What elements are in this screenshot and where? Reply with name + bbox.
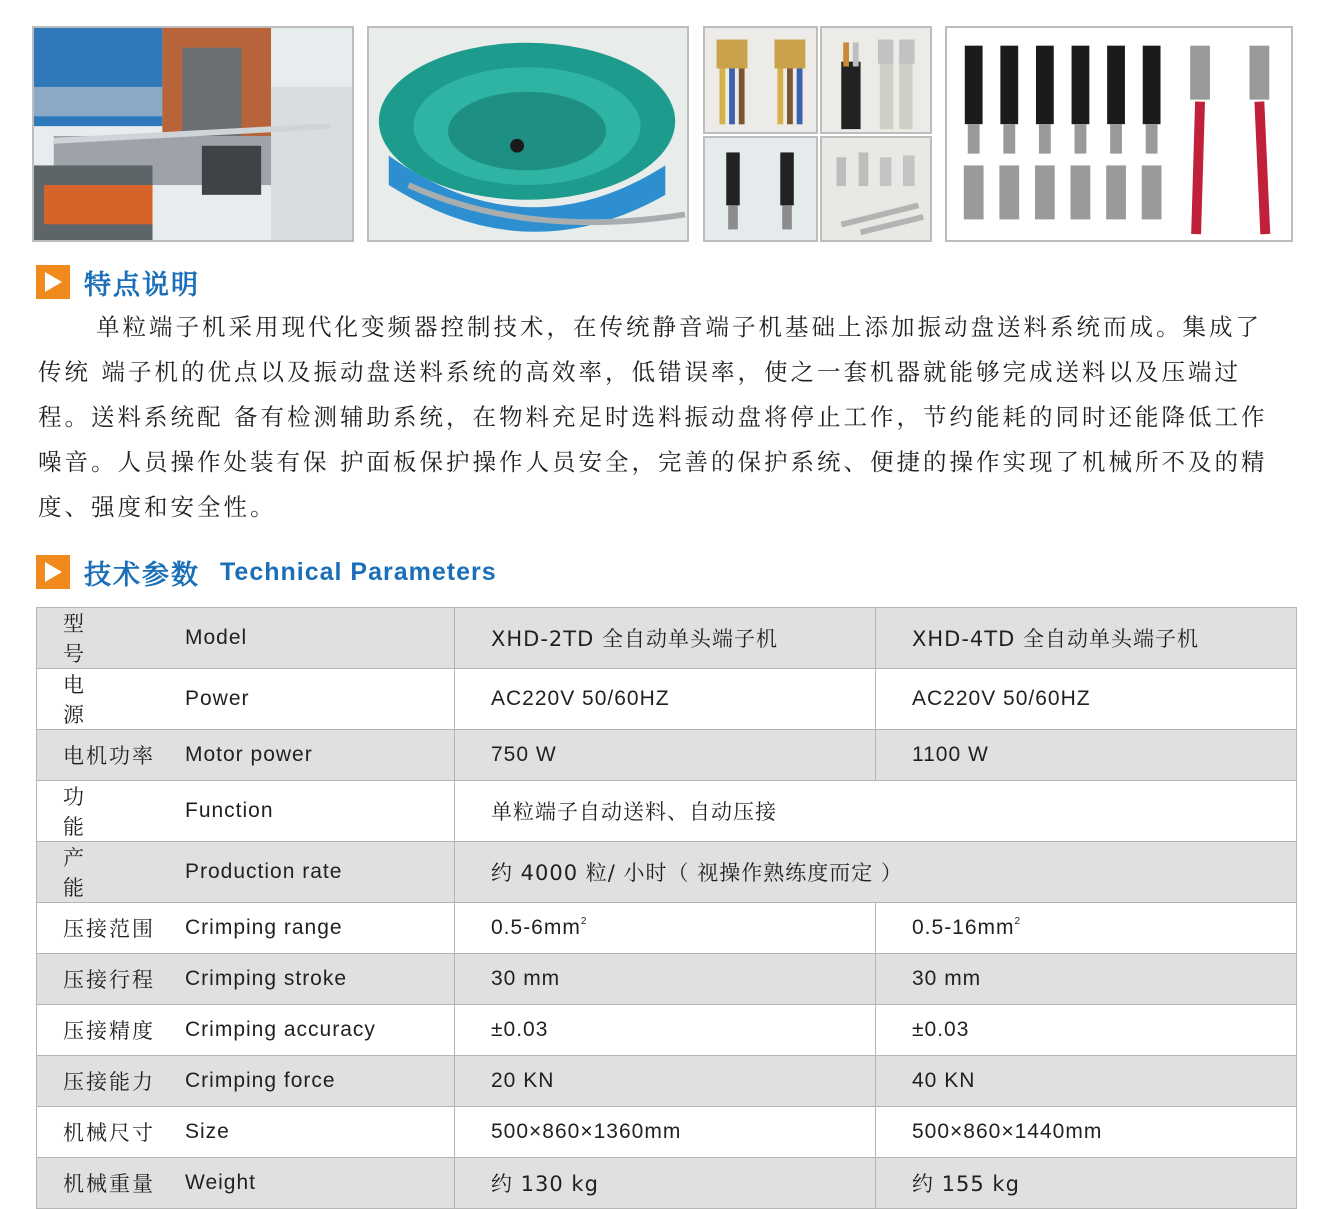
param-name-cn: 产能: [63, 846, 132, 900]
value-cell: 20 KN: [455, 1056, 876, 1107]
value-cell: AC220V 50/60HZ: [455, 669, 876, 730]
value-cell: 1100 W: [876, 730, 1297, 781]
cable-terminals-photo: [820, 26, 932, 134]
value-cell: 30 mm: [455, 954, 876, 1005]
param-name-en: Power: [185, 687, 250, 710]
param-name-en: Function: [185, 799, 274, 822]
technical-parameters-table: [36, 607, 1297, 1209]
param-label-cell: [37, 842, 455, 903]
play-arrow-icon: [36, 555, 70, 589]
play-arrow-icon: [36, 265, 70, 299]
table-row: [37, 954, 1297, 1005]
table-row: [37, 903, 1297, 954]
crimped-wires-photo: [703, 26, 818, 134]
params-title-en: Technical Parameters: [220, 557, 497, 586]
params-title-cn: 技术参数: [84, 559, 200, 591]
param-name-en: Motor power: [185, 743, 313, 766]
param-label-cell: [37, 1056, 455, 1107]
value-cell: XHD-4TD 全自动单头端子机: [876, 608, 1297, 669]
dark-terminals-photo: [703, 136, 818, 242]
value-cell: 约 155 kg: [876, 1158, 1297, 1209]
table-row: [37, 1107, 1297, 1158]
param-name-cn: 电机功率: [63, 744, 155, 768]
param-name-en: Production rate: [185, 860, 343, 883]
param-name-en: Weight: [185, 1171, 256, 1194]
param-name-cn: 压接能力: [63, 1070, 155, 1094]
machine-closeup-photo: [32, 26, 354, 242]
vibration-bowl-photo: [367, 26, 689, 242]
table-row: [37, 730, 1297, 781]
param-label-cell: [37, 781, 455, 842]
table-row: [37, 669, 1297, 730]
param-name-cn: 机械尺寸: [63, 1121, 155, 1145]
param-name-en: Crimping range: [185, 916, 343, 939]
param-label-cell: [37, 669, 455, 730]
param-name-cn: 压接精度: [63, 1019, 155, 1043]
value-cell: 750 W: [455, 730, 876, 781]
param-name-cn: 机械重量: [63, 1172, 155, 1196]
param-name-cn: 电源: [63, 673, 132, 727]
param-label-cell: [37, 608, 455, 669]
param-label-cell: [37, 954, 455, 1005]
features-heading: [36, 264, 200, 300]
loose-terminals-photo: [820, 136, 932, 242]
table-row: [37, 608, 1297, 669]
features-title: 特点说明: [84, 269, 200, 301]
param-name-cn: 型号: [63, 612, 132, 666]
param-name-en: Crimping force: [185, 1069, 336, 1092]
value-cell: $0.5-16mm^2$: [876, 903, 1297, 954]
param-label-cell: [37, 730, 455, 781]
description-text: 单粒端子机采用现代化变频器控制技术，在传统静音端子机基础上添加振动盘送料系统而成。集成了传统 端子机的优点以及振动盘送料系统的高效率，低错误率，使之一套机器就能够完成送料以及压端过程。送料系统配 备有检测辅助系统，在物料充足时选料振动盘将停止工作，节约能耗的同时还能降低工作噪音。人员操作处装有保 护面板保护操作人员安全，完善的保护系统、便捷的操作实现了机械所不及的精度、强度和安全性。: [38, 313, 1268, 521]
value-cell: 40 KN: [876, 1056, 1297, 1107]
value-cell: XHD-2TD 全自动单头端子机: [455, 608, 876, 669]
value-cell: $0.5-6mm^2$: [455, 903, 876, 954]
value-cell: 30 mm: [876, 954, 1297, 1005]
value-cell: 单粒端子自动送料、自动压接: [455, 781, 1297, 842]
terminal-samples-photo: [945, 26, 1293, 242]
features-description: [38, 305, 1288, 530]
param-label-cell: [37, 1005, 455, 1056]
table-row: [37, 1056, 1297, 1107]
param-label-cell: [37, 1158, 455, 1209]
table-row: [37, 1005, 1297, 1056]
param-name-en: Crimping accuracy: [185, 1018, 376, 1041]
param-label-cell: [37, 1107, 455, 1158]
param-label-cell: [37, 903, 455, 954]
value-cell: AC220V 50/60HZ: [876, 669, 1297, 730]
value-cell: 500×860×1360mm: [455, 1107, 876, 1158]
table-row: [37, 842, 1297, 903]
param-name-en: Model: [185, 626, 248, 649]
param-name-en: Size: [185, 1120, 230, 1143]
value-cell: ±0.03: [876, 1005, 1297, 1056]
param-name-cn: 功能: [63, 785, 132, 839]
value-cell: 约 130 kg: [455, 1158, 876, 1209]
param-name-cn: 压接范围: [63, 917, 155, 941]
param-name-cn: 压接行程: [63, 968, 155, 992]
table-row: [37, 1158, 1297, 1209]
value-cell: ±0.03: [455, 1005, 876, 1056]
value-cell: 500×860×1440mm: [876, 1107, 1297, 1158]
params-heading: [36, 554, 497, 590]
value-cell: 约 4000 粒/ 小时（ 视操作熟练度而定 ）: [455, 842, 1297, 903]
table-row: [37, 781, 1297, 842]
param-name-en: Crimping stroke: [185, 967, 348, 990]
